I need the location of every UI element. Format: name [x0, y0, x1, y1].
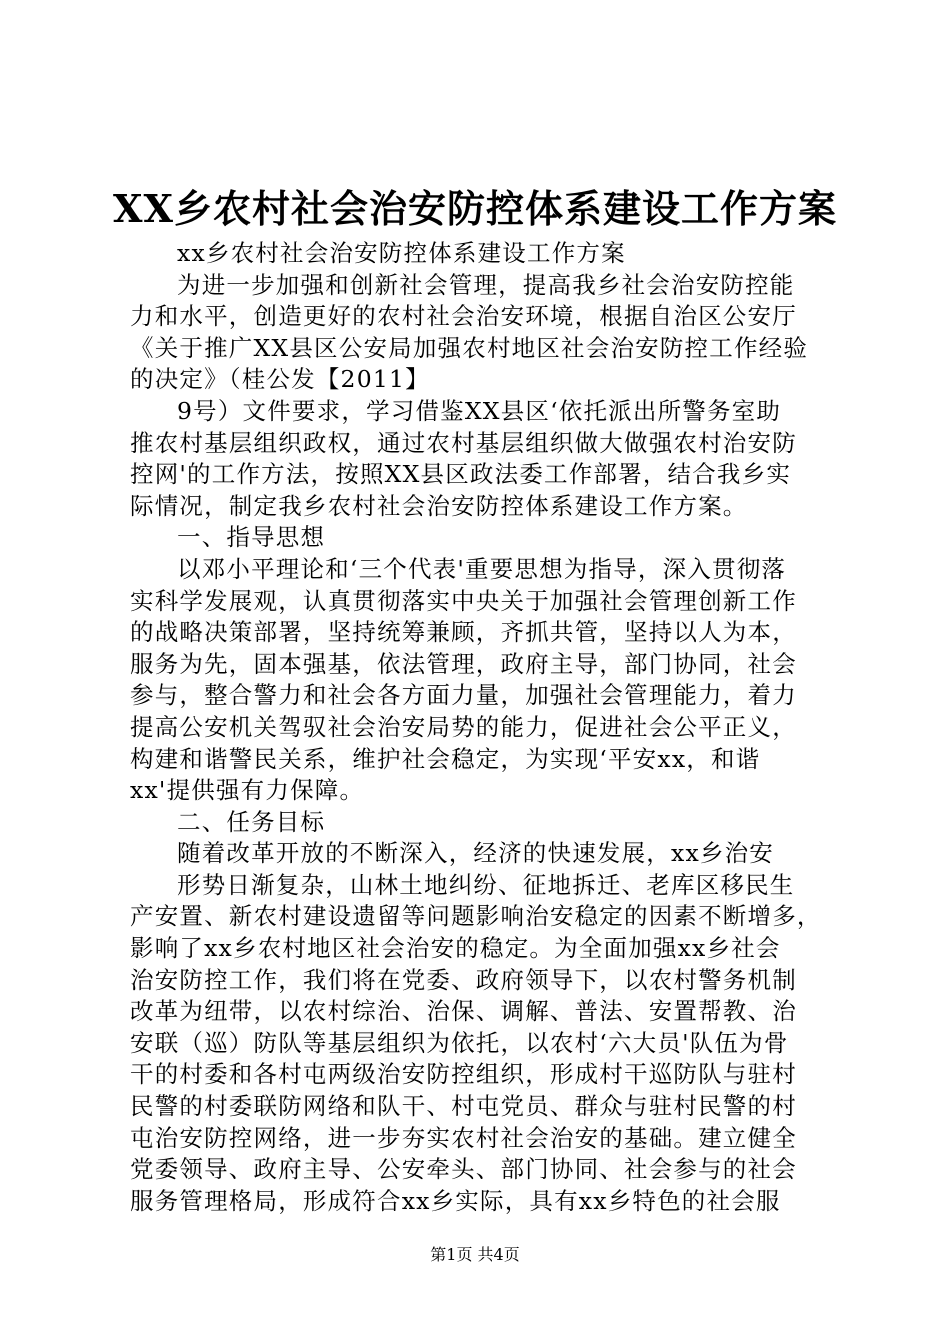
page-footer: 第1页 共4页	[430, 1245, 520, 1264]
body-line: 《关于推广XX县区公安局加强农村地区社会治安防控工作经验	[130, 333, 809, 362]
body-line: 形势日渐复杂，山林土地纠纷、征地拆迁、老库区移民生	[177, 870, 795, 899]
body-line: 服务为先，固本强基，依法管理，政府主导，部门协同，社会	[130, 649, 797, 678]
body-line: 的战略决策部署，坚持统筹兼顾，齐抓共管，坚持以人为本，	[130, 618, 797, 647]
body-line: 为进一步加强和创新社会管理，提高我乡社会治安防控能	[177, 270, 795, 299]
document-body	[130, 238, 836, 1217]
body-line: 实科学发展观，认真贯彻落实中央关于加强社会管理创新工作	[130, 586, 797, 615]
body-line: 安联（巡）防队等基层组织为依托，以农村‘六大员'队伍为骨	[130, 1028, 789, 1057]
body-line: 二、任务目标	[177, 807, 326, 836]
body-line: 控网'的工作方法，按照XX县区政法委工作部署，结合我乡实	[130, 460, 792, 489]
body-line: 际情况，制定我乡农村社会治安防控体系建设工作方案。	[130, 491, 748, 520]
body-line: 干的村委和各村屯两级治安防控组织，形成村干巡防队与驻村	[130, 1060, 797, 1089]
body-line: 随着改革开放的不断深入，经济的快速发展，xx乡治安	[177, 839, 775, 868]
document-title: XX乡农村社会治安防控体系建设工作方案	[113, 186, 837, 231]
body-line: 参与，整合警力和社会各方面力量，加强社会管理能力，着力	[130, 681, 797, 710]
body-line: 民警的村委联防网络和队干、村屯党员、群众与驻村民警的村	[130, 1092, 797, 1121]
body-line: 的决定》（桂公发【2011】	[130, 365, 430, 394]
body-line: 9号）文件要求，学习借鉴XX县区‘依托派出所警务室助	[177, 396, 782, 425]
body-line: 改革为纽带，以农村综治、治保、调解、普法、安置帮教、治	[130, 997, 797, 1026]
body-line: 党委领导、政府主导、公安牵头、部门协同、社会参与的社会	[130, 1155, 797, 1184]
body-line: 屯治安防控网络，进一步夯实农村社会治安的基础。建立健全	[130, 1123, 797, 1152]
body-line: xx'提供强有力保障。	[130, 776, 365, 805]
body-line: 一、指导思想	[177, 523, 326, 552]
body-line: 提高公安机关驾驭社会治安局势的能力，促进社会公平正义，	[130, 712, 797, 741]
body-line: 以邓小平理论和‘三个代表'重要思想为指导，深入贯彻落	[177, 554, 787, 583]
body-line: 推农村基层组织政权，通过农村基层组织做大做强农村治安防	[130, 428, 797, 457]
body-line: 产安置、新农村建设遗留等问题影响治安稳定的因素不断增多，	[130, 902, 822, 931]
body-line: xx乡农村社会治安防控体系建设工作方案	[177, 239, 626, 267]
body-line: 力和水平，创造更好的农村社会治安环境，根据自治区公安厅	[130, 302, 797, 331]
body-line: 构建和谐警民关系，维护社会稳定，为实现‘平安xx，和谐	[130, 744, 761, 773]
body-line: 治安防控工作，我们将在党委、政府领导下，以农村警务机制	[130, 965, 797, 994]
body-line: 服务管理格局，形成符合xx乡实际，具有xx乡特色的社会服	[130, 1186, 781, 1215]
body-line: 影响了xx乡农村地区社会治安的稳定。为全面加强xx乡社会	[130, 934, 781, 963]
